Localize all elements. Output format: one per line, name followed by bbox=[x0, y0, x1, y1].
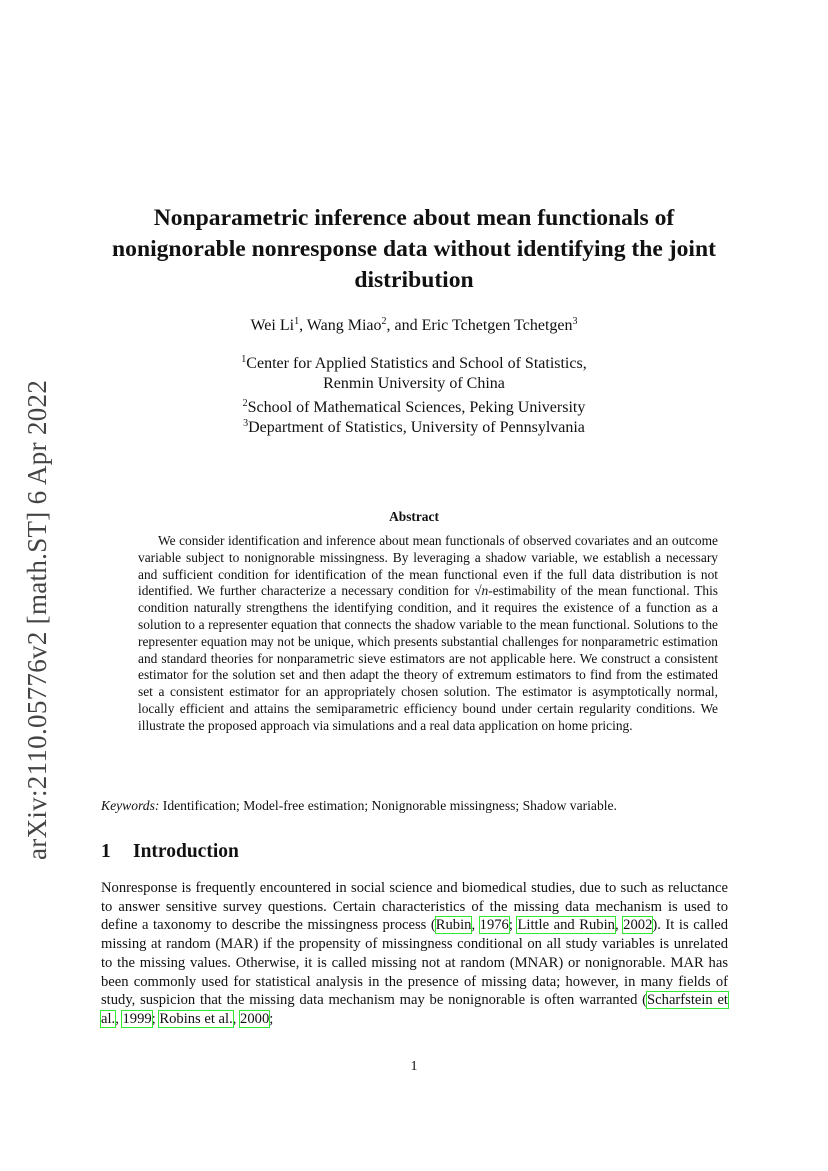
citation-link[interactable]: Little and Rubin bbox=[517, 917, 615, 934]
citation-link[interactable]: Scharfstein et al. bbox=[101, 992, 728, 1027]
page-number: 1 bbox=[410, 1059, 418, 1074]
abstract-text: We consider identification and inference about mean functionals of observed covariates and an outcome variable subject to nonignorable missingness. By leveraging a shadow variable, we establish a necessary and sufficient condition for identification of the mean functional even if the full data distribution is not identified. We further characterize a necessary condition for bbox=[138, 533, 718, 599]
affiliation-2 bbox=[100, 398, 728, 418]
affiliation-3 bbox=[100, 418, 728, 438]
affiliation-1 bbox=[100, 354, 728, 374]
citation-separator: , bbox=[232, 1010, 241, 1027]
author-affil-mark: 2 bbox=[381, 316, 387, 327]
citation-link[interactable]: 1976 bbox=[479, 917, 509, 934]
arxiv-identifier: arXiv:2110.05776v2 [math.ST] 6 Apr 2022 bbox=[22, 379, 52, 860]
keywords-label: Keywords: bbox=[101, 798, 160, 813]
section-number: 1 bbox=[101, 841, 111, 862]
citation-link[interactable]: Robins et al. bbox=[159, 1010, 233, 1027]
citation-separator: ; bbox=[151, 1010, 160, 1027]
affiliation-text: Center for Applied Statistics and School of Statistics, bbox=[246, 355, 587, 372]
author-name: Wei Li bbox=[250, 317, 295, 334]
section-heading bbox=[101, 840, 239, 864]
intro-text: ). It is called missing at random (MAR) if the propensity of missingness conditional on all study variables is unrelated to the missing values. Otherwise, it is called missing not at random (MNAR) or nonignorable. MAR has been commonly used for statistical analysis in the presence of missing data; however, in many fields of study, suspicion that the missing data mechanism may be nonignorable is often warranted ( bbox=[101, 917, 729, 1009]
author-name: Eric Tchetgen Tchetgen bbox=[421, 317, 573, 334]
citation-separator: ; bbox=[269, 1010, 274, 1027]
affiliation-1-line2: Renmin University of China bbox=[323, 375, 505, 392]
author-separator: , and bbox=[386, 317, 422, 334]
section-title: Introduction bbox=[133, 841, 239, 862]
author-separator: , bbox=[299, 317, 307, 334]
citation-link[interactable]: Rubin bbox=[435, 917, 472, 934]
citation-link[interactable]: 2000 bbox=[240, 1010, 270, 1027]
citation-separator: , bbox=[614, 917, 624, 934]
author-affil-mark: 1 bbox=[294, 316, 300, 327]
citation-separator: , bbox=[471, 917, 480, 934]
abstract-text: -estimability of the mean functional. This condition naturally strengthens the identifying condition, and it requires the existence of a function as a solution to a representer equation that connects the shadow variable to the mean functional. Solutions to the representer equation may not be unique, which presents substantial challenges for nonparametric estimation and standard theories for nonparametric sieve estimators are not applicable here. We construct a consistent estimator for the solution set and then adapt the theory of extremum estimators to find from the estimated set a consistent estimator for an appropriately chosen solution. The estimator is asymptotically normal, locally efficient and attains the semiparametric efficiency bound under certain regularity conditions. We illustrate the proposed approach via simulations and a real data application on home pricing. bbox=[138, 583, 718, 733]
citation-link[interactable]: 2002 bbox=[623, 917, 653, 934]
citation-separator: , bbox=[115, 1010, 123, 1027]
paper-title: Nonparametric inference about mean functionals of nonignorable nonresponse data without identifying the joint distribution bbox=[112, 205, 716, 293]
keywords-text: Identification; Model-free estimation; Nonignorable missingness; Shadow variable. bbox=[159, 798, 617, 813]
affil-mark: 3 bbox=[243, 418, 249, 429]
intro-text: Nonresponse is frequently encountered in social science and biomedical studies, due to such as reluctance to answer sensitive survey questions. Certain characteristics of the missing data mechanism is used to define a taxonomy to describe the missingness process ( bbox=[101, 880, 728, 934]
affiliation-text: Department of Statistics, University of Pennsylvania bbox=[248, 419, 585, 436]
abstract-body bbox=[138, 533, 718, 735]
affiliation-list bbox=[100, 354, 728, 438]
author-affil-mark: 3 bbox=[572, 316, 578, 327]
citation-link[interactable]: 1999 bbox=[122, 1010, 152, 1027]
affiliation-text: School of Mathematical Sciences, Peking University bbox=[247, 399, 586, 416]
affil-mark: 2 bbox=[242, 398, 248, 409]
keywords bbox=[101, 797, 729, 815]
intro-paragraph bbox=[101, 879, 728, 1029]
author-list bbox=[100, 315, 728, 337]
sqrt-n-symbol: √n bbox=[474, 583, 489, 599]
author-name: Wang Miao bbox=[306, 317, 382, 334]
abstract-heading: Abstract bbox=[389, 509, 439, 524]
affil-mark: 1 bbox=[241, 354, 247, 365]
citation-separator: ; bbox=[508, 917, 518, 934]
